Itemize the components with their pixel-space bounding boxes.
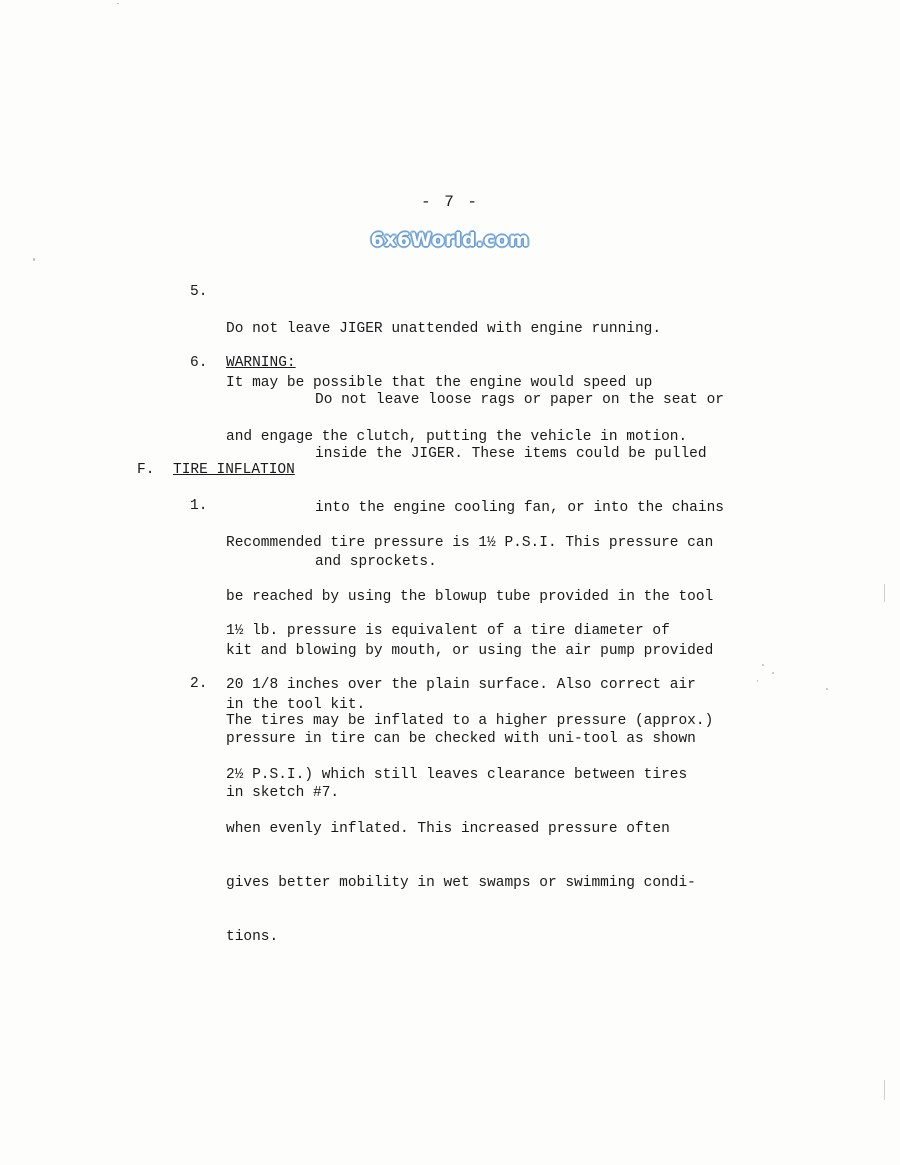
scan-edge-mark bbox=[884, 1080, 885, 1100]
text-line: in sketch #7. bbox=[226, 785, 340, 801]
scan-speck bbox=[826, 688, 828, 690]
scan-speck bbox=[762, 664, 764, 666]
section-title: TIRE INFLATION bbox=[173, 462, 295, 478]
text-line: when evenly inflated. This increased pressure often bbox=[226, 821, 670, 837]
warning-label: WARNING: bbox=[226, 355, 296, 371]
item-number: 5. bbox=[190, 284, 208, 300]
scan-speck bbox=[33, 258, 35, 261]
text-line: Do not leave JIGER unattended with engine running. bbox=[226, 321, 662, 337]
scan-speck bbox=[757, 680, 758, 682]
text-line: Recommended tire pressure is 1½ P.S.I. This pressure can bbox=[226, 535, 714, 551]
item-number: 2. bbox=[190, 676, 208, 692]
text-line: tions. bbox=[226, 929, 279, 945]
text-line: in the tool kit. bbox=[226, 697, 366, 713]
text-line: and engage the clutch, putting the vehicle in motion. bbox=[226, 429, 688, 445]
text-line: pressure in tire can be checked with uni-tool as shown bbox=[226, 731, 696, 747]
text-line: inside the JIGER. These items could be pulled bbox=[315, 446, 707, 462]
text-line: 20 1/8 inches over the plain surface. Also correct air bbox=[226, 677, 696, 693]
scan-speck bbox=[117, 3, 119, 4]
text-line: 1½ lb. pressure is equivalent of a tire diameter of bbox=[226, 623, 670, 639]
text-line: be reached by using the blowup tube provided in the tool bbox=[226, 589, 714, 605]
watermark-logo: 6x6World.com bbox=[370, 229, 530, 251]
item-number: 1. bbox=[190, 498, 208, 514]
section-letter: F. bbox=[137, 462, 155, 478]
text-line: kit and blowing by mouth, or using the air pump provided bbox=[226, 643, 714, 659]
text-line: 2½ P.S.I.) which still leaves clearance between tires bbox=[226, 767, 688, 783]
scan-speck bbox=[772, 672, 774, 674]
text-line: It may be possible that the engine would speed up bbox=[226, 375, 653, 391]
text-line: Do not leave loose rags or paper on the seat or bbox=[315, 392, 724, 408]
f2-paragraph bbox=[226, 676, 713, 982]
text-line: The tires may be inflated to a higher pressure (approx.) bbox=[226, 713, 714, 729]
text-line: into the engine cooling fan, or into the chains bbox=[315, 500, 724, 516]
item-number: 6. bbox=[190, 355, 208, 371]
page-number: - 7 - bbox=[420, 193, 479, 211]
scan-edge-mark bbox=[884, 584, 885, 602]
text-line: gives better mobility in wet swamps or swimming condi- bbox=[226, 875, 696, 891]
text-line: and sprockets. bbox=[315, 554, 437, 570]
